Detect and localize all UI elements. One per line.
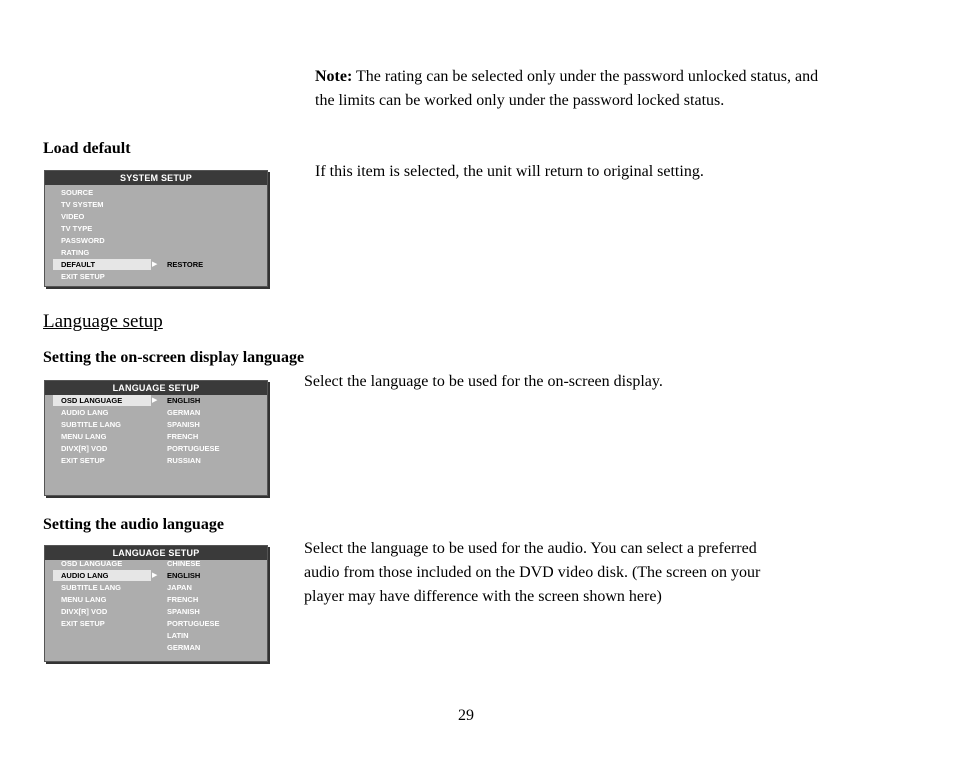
menu-item: EXIT SETUP RUSSIAN bbox=[61, 456, 201, 465]
arrow-right-icon: ▶ bbox=[152, 397, 158, 404]
note-label: Note: bbox=[315, 68, 353, 85]
menu-item: VIDEO bbox=[61, 212, 85, 221]
menu-item: EXIT SETUP bbox=[61, 272, 105, 281]
load-default-description: If this item is selected, the unit will return to original setting. bbox=[315, 163, 704, 180]
language-setup-menu-audio bbox=[44, 545, 268, 662]
menu-item: TV TYPE bbox=[61, 224, 93, 233]
menu-item: RATING bbox=[61, 248, 90, 257]
audio-language-heading: Setting the audio language bbox=[43, 516, 224, 533]
system-setup-menu bbox=[44, 170, 268, 287]
menu-item: MENU LANG FRENCH bbox=[61, 595, 199, 604]
menu-item-selected: AUDIO LANG ▶ ENGLISH bbox=[45, 570, 267, 582]
menu-item: GERMAN bbox=[167, 643, 201, 652]
load-default-heading: Load default bbox=[43, 140, 131, 157]
language-setup-title: LANGUAGE SETUP bbox=[45, 381, 267, 395]
note-paragraph bbox=[315, 65, 915, 113]
menu-item-selected: DEFAULT ▶ RESTORE bbox=[45, 259, 267, 271]
language-setup-menu-osd bbox=[44, 380, 268, 496]
menu-item: SOURCE bbox=[61, 188, 94, 197]
menu-item: SUBTITLE LANG SPANISH bbox=[61, 420, 200, 429]
note-line-1: The rating can be selected only under the password unlocked status, and bbox=[352, 68, 819, 85]
audio-language-description: Select the language to be used for the audio. You can select a preferred audio from those included on the DVD video disk. (The screen on your player may have difference with the screen shown here) bbox=[304, 540, 761, 605]
menu-item: TV SYSTEM bbox=[61, 200, 104, 209]
menu-item: OSD LANGUAGE CHINESE bbox=[61, 559, 201, 568]
system-setup-title: SYSTEM SETUP bbox=[45, 171, 267, 185]
menu-item: PASSWORD bbox=[61, 236, 105, 245]
note-line-2: the limits can be worked only under the password locked status. bbox=[315, 92, 725, 109]
page-number: 29 bbox=[458, 707, 474, 724]
menu-value: RESTORE bbox=[167, 260, 204, 269]
arrow-right-icon: ▶ bbox=[152, 572, 158, 579]
menu-item: DIVX[R] VOD PORTUGUESE bbox=[61, 444, 220, 453]
menu-item: AUDIO LANG GERMAN bbox=[61, 408, 201, 417]
language-setup-title: LANGUAGE SETUP bbox=[45, 546, 267, 560]
osd-language-description: Select the language to be used for the on-screen display. bbox=[304, 373, 663, 390]
menu-item-selected: OSD LANGUAGE ▶ ENGLISH bbox=[45, 395, 267, 407]
osd-language-heading: Setting the on-screen display language bbox=[43, 349, 305, 366]
arrow-right-icon: ▶ bbox=[152, 261, 158, 268]
language-setup-title: Language setup bbox=[43, 311, 163, 332]
menu-item: LATIN bbox=[167, 631, 189, 640]
menu-item: DIVX[R] VOD SPANISH bbox=[61, 607, 200, 616]
menu-item: SUBTITLE LANG JAPAN bbox=[61, 583, 192, 592]
menu-item: MENU LANG FRENCH bbox=[61, 432, 199, 441]
menu-item: EXIT SETUP PORTUGUESE bbox=[61, 619, 220, 628]
